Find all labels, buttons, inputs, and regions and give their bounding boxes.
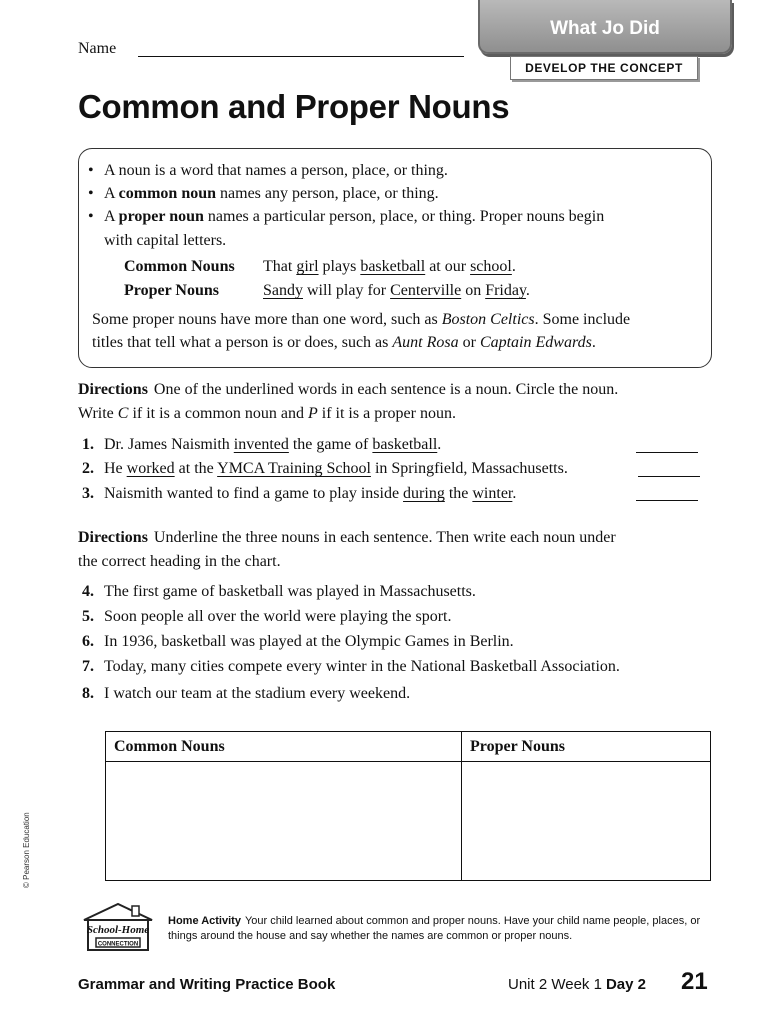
- chart-column-divider: [461, 731, 462, 881]
- header-tab: [478, 0, 732, 54]
- concept-label: DEVELOP THE CONCEPT: [510, 56, 698, 80]
- directions-2: Directions Underline the three nouns in each sentence. Then write each noun under the correct heading in the chart.: [78, 529, 616, 570]
- rule-bullet-3: • A proper noun names a particular person, place, or thing. Proper nouns begin: [88, 208, 605, 225]
- school-home-connection-logo: [76, 898, 160, 958]
- rule-bullet-1: • A noun is a word that names a person, place, or thing.: [88, 162, 448, 179]
- exercise-item-2: 2. He worked at the YMCA Training School in Springfield, Massachusetts.: [82, 460, 568, 477]
- rule-note-line-1: Some proper nouns have more than one word, such as Boston Celtics. Some include: [92, 311, 631, 328]
- footer-book-title: Grammar and Writing Practice Book: [78, 976, 336, 993]
- rule-bullet-3-cont: with capital letters.: [104, 232, 227, 249]
- chart-header-divider: [105, 761, 711, 762]
- proper-nouns-label: Proper Nouns: [124, 282, 219, 299]
- home-activity: Home Activity Your child learned about common and proper nouns. Have your child name people, places, or things around the house and say whether the names are common or proper nouns.: [168, 915, 701, 942]
- exercise-item-8: 8. I watch our team at the stadium every weekend.: [82, 685, 411, 702]
- answer-blank-1[interactable]: [636, 452, 698, 453]
- chart-header-common: Common Nouns: [114, 738, 225, 755]
- logo-text-1: School-Home: [86, 924, 150, 936]
- footer-unit: Unit 2 Week 1 Day 2: [508, 976, 646, 993]
- proper-example: Sandy will play for Centerville on Friday.: [263, 282, 530, 299]
- chart-header-proper: Proper Nouns: [470, 738, 565, 755]
- page-number: 21: [681, 968, 708, 995]
- lesson-title: What Jo Did: [550, 18, 660, 39]
- exercise-item-3: 3. Naismith wanted to find a game to play inside during the winter.: [82, 485, 517, 502]
- answer-blank-2[interactable]: [638, 476, 700, 477]
- exercise-item-4: 4. The first game of basketball was played in Massachusetts.: [82, 583, 476, 600]
- chart-proper-answer-area[interactable]: [463, 763, 709, 879]
- page-title: Common and Proper Nouns: [78, 88, 510, 125]
- answer-blank-3[interactable]: [636, 500, 698, 501]
- exercise-item-6: 6. In 1936, basketball was played at the Olympic Games in Berlin.: [82, 633, 514, 650]
- exercise-item-5: 5. Soon people all over the world were playing the sport.: [82, 608, 452, 625]
- directions-1: Directions One of the underlined words in each sentence is a noun. Circle the noun. Write C if it is a common noun and P if it is a proper noun.: [78, 381, 619, 422]
- exercise-item-7: 7. Today, many cities compete every winter in the National Basketball Association.: [82, 658, 620, 675]
- logo-text-2: CONNECTION: [97, 941, 139, 948]
- common-nouns-label: Common Nouns: [124, 258, 235, 275]
- rule-bullet-2: • A common noun names any person, place, or thing.: [88, 185, 439, 202]
- copyright-notice: © Pearson Education: [22, 812, 31, 888]
- common-example: That girl plays basketball at our school.: [263, 258, 516, 275]
- name-label: Name: [78, 40, 117, 57]
- chart-common-answer-area[interactable]: [107, 763, 460, 879]
- rule-note-line-2: titles that tell what a person is or does, such as Aunt Rosa or Captain Edwards.: [92, 334, 596, 351]
- exercise-item-1: 1. Dr. James Naismith invented the game of basketball.: [82, 436, 442, 453]
- name-field[interactable]: [138, 56, 464, 57]
